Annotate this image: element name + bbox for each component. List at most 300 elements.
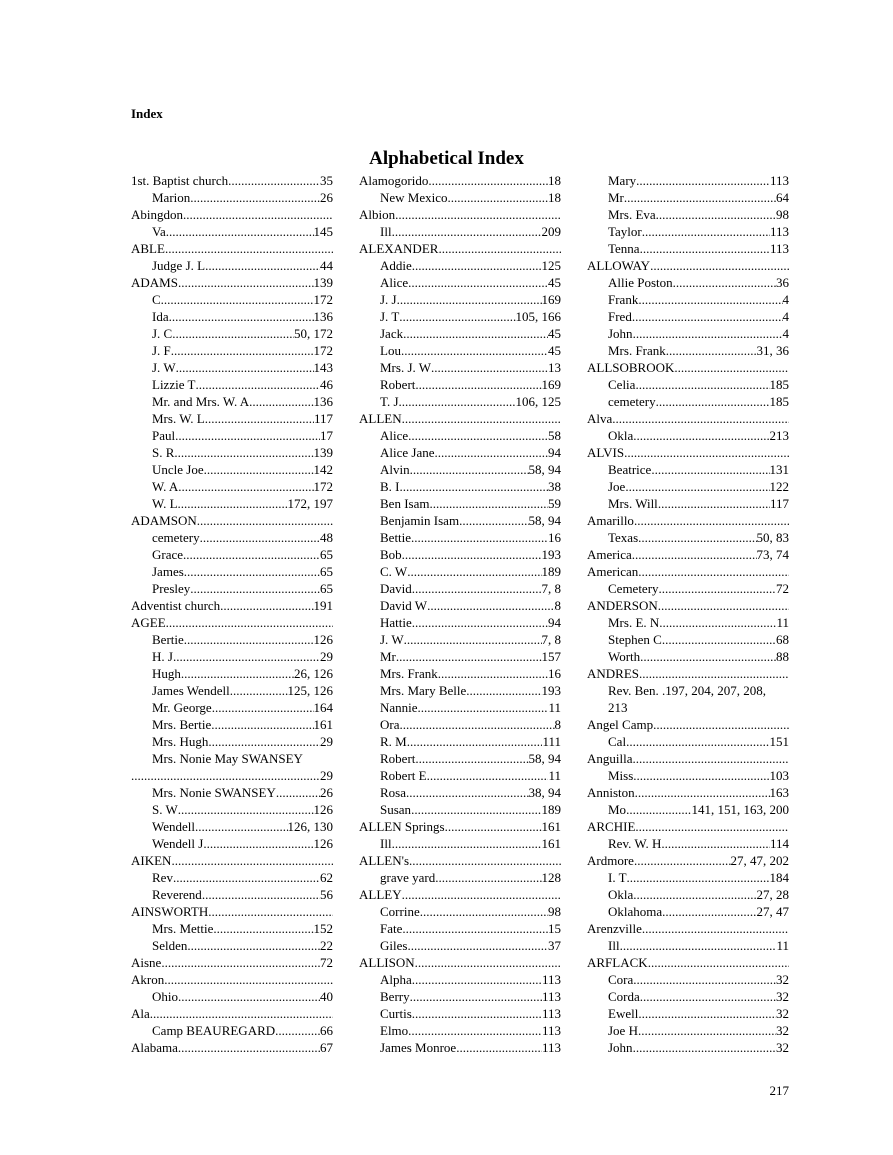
index-entry-term: Ill xyxy=(380,836,392,851)
dot-leader xyxy=(408,1022,542,1039)
dot-leader xyxy=(164,971,333,988)
index-entry-pages: 163 xyxy=(769,785,789,800)
index-entry-term: Mrs. Will xyxy=(608,496,658,511)
index-entry-pages: 46 xyxy=(320,377,333,392)
index-entry-pages: 11 xyxy=(776,938,789,953)
index-entry xyxy=(587,546,789,563)
dot-leader xyxy=(213,920,313,937)
dot-leader xyxy=(626,801,691,818)
index-entry-pages: 161 xyxy=(313,717,333,732)
index-entry-term: Camp BEAUREGARD xyxy=(152,1023,276,1038)
index-entry xyxy=(131,920,333,937)
index-entry-term: Mrs. Eva xyxy=(608,207,656,222)
index-entry-term: Robert E xyxy=(380,768,427,783)
dot-leader xyxy=(131,767,320,784)
index-entry xyxy=(131,206,333,223)
index-entry-pages: 72 xyxy=(320,955,333,970)
index-entry xyxy=(359,580,561,597)
index-entry xyxy=(359,886,561,903)
index-entry-term: Worth xyxy=(608,649,641,664)
index-entry-pages: 8 xyxy=(554,598,561,613)
index-entry xyxy=(359,1022,561,1039)
dot-leader xyxy=(397,291,542,308)
index-entry-term: Alvin xyxy=(380,462,410,477)
index-entry-term: America xyxy=(587,547,632,562)
index-entry xyxy=(587,223,789,240)
index-entry-term: Ala xyxy=(131,1006,150,1021)
index-entry-term: Mr. George xyxy=(152,700,212,715)
index-entry xyxy=(131,495,333,512)
dot-leader xyxy=(178,495,288,512)
index-entry-pages: 136 xyxy=(313,309,333,324)
index-entry xyxy=(131,954,333,971)
dot-leader xyxy=(175,427,320,444)
dot-leader xyxy=(404,631,542,648)
index-entry xyxy=(131,257,333,274)
index-entry-term: Hattie xyxy=(380,615,412,630)
index-entry-pages: 169 xyxy=(541,292,561,307)
index-entry-term: Mrs. Frank xyxy=(608,343,666,358)
index-entry xyxy=(131,716,333,733)
index-entry xyxy=(359,903,561,920)
dot-leader xyxy=(624,189,776,206)
index-entry xyxy=(587,699,789,716)
index-entry xyxy=(359,376,561,393)
dot-leader xyxy=(612,410,789,427)
index-entry-pages: 15 xyxy=(548,921,561,936)
index-entry xyxy=(587,920,789,937)
index-entry xyxy=(587,631,789,648)
index-entry-term: Elmo xyxy=(380,1023,409,1038)
dot-leader xyxy=(396,648,542,665)
dot-leader xyxy=(399,308,515,325)
index-entry-pages: 45 xyxy=(548,326,561,341)
index-entry xyxy=(359,359,561,376)
index-entry-pages: 66 xyxy=(320,1023,333,1038)
index-entry xyxy=(587,801,789,818)
index-entry-term: Fate xyxy=(380,921,403,936)
dot-leader xyxy=(197,512,333,529)
index-entry-pages: 7, 8 xyxy=(541,632,561,647)
index-entry-pages: 40 xyxy=(320,989,333,1004)
index-entry xyxy=(587,172,789,189)
index-entry xyxy=(131,512,333,529)
dot-leader xyxy=(208,733,320,750)
index-entry-term: Frank xyxy=(608,292,639,307)
index-entry xyxy=(359,920,561,937)
index-entry-pages: 125 xyxy=(541,258,561,273)
index-entry-pages: 45 xyxy=(548,275,561,290)
index-entry-term: ALLISON xyxy=(359,955,415,970)
index-entry-term: Miss xyxy=(608,768,634,783)
index-entry xyxy=(587,478,789,495)
index-entry xyxy=(359,784,561,801)
index-entry-pages: 13 xyxy=(548,360,561,375)
index-entry xyxy=(587,308,789,325)
index-entry-pages: 27, 28 xyxy=(756,887,789,902)
index-entry-term: Bertie xyxy=(152,632,184,647)
index-entry xyxy=(587,614,789,631)
dot-leader xyxy=(635,784,770,801)
index-entry xyxy=(359,240,561,257)
dot-leader xyxy=(178,801,314,818)
dot-leader xyxy=(633,767,769,784)
index-entry xyxy=(359,1005,561,1022)
index-entry xyxy=(131,274,333,291)
index-entry-term: Hugh xyxy=(152,666,181,681)
index-entry xyxy=(359,291,561,308)
dot-leader xyxy=(625,478,769,495)
dot-leader xyxy=(427,767,549,784)
index-entry xyxy=(587,274,789,291)
index-entry xyxy=(587,937,789,954)
dot-leader xyxy=(161,954,320,971)
index-entry-pages: 65 xyxy=(320,564,333,579)
dot-leader xyxy=(445,818,542,835)
index-entry xyxy=(359,478,561,495)
dot-leader xyxy=(429,495,548,512)
dot-leader xyxy=(173,648,320,665)
index-entry-term: Stephen C xyxy=(608,632,662,647)
index-entry-pages: 113 xyxy=(769,224,789,239)
index-entry-pages: 113 xyxy=(541,972,561,987)
dot-leader xyxy=(662,903,756,920)
index-entry xyxy=(131,325,333,342)
index-entry-term: W. A xyxy=(152,479,179,494)
index-entry-term: Albion xyxy=(359,207,396,222)
dot-leader xyxy=(656,393,770,410)
index-entry xyxy=(359,172,561,189)
index-entry xyxy=(359,512,561,529)
index-entry xyxy=(131,410,333,427)
index-entry-term: AGEE xyxy=(131,615,166,630)
dot-leader xyxy=(634,852,731,869)
index-entry xyxy=(131,478,333,495)
index-entry-pages: 65 xyxy=(320,581,333,596)
index-entry-term: Lizzie T xyxy=(152,377,196,392)
index-entry-term: Alice xyxy=(380,428,409,443)
index-entry-pages: 126, 130 xyxy=(287,819,333,834)
index-entry xyxy=(359,308,561,325)
dot-leader xyxy=(661,835,770,852)
index-entry-term: 1st. Baptist church xyxy=(131,173,229,188)
index-entry-pages: 117 xyxy=(769,496,789,511)
index-entry-pages: 11 xyxy=(548,768,561,783)
index-entry-term: Bettie xyxy=(380,530,412,545)
dot-leader xyxy=(638,563,789,580)
dot-leader xyxy=(407,733,543,750)
dot-leader xyxy=(402,410,561,427)
index-entry xyxy=(131,427,333,444)
index-entry xyxy=(131,393,333,410)
dot-leader xyxy=(408,274,548,291)
dot-leader xyxy=(658,495,770,512)
index-entry-pages: 142 xyxy=(313,462,333,477)
index-entry-pages: 16 xyxy=(548,530,561,545)
index-entry-pages: 172 xyxy=(313,343,333,358)
index-entry xyxy=(359,325,561,342)
dot-leader xyxy=(402,920,548,937)
index-entry-term: Lou xyxy=(380,343,401,358)
dot-leader xyxy=(183,546,320,563)
dot-leader xyxy=(195,818,288,835)
index-entry xyxy=(587,206,789,223)
index-entry-pages: 64 xyxy=(776,190,789,205)
index-entry-pages: 32 xyxy=(776,1006,789,1021)
index-entry xyxy=(587,682,789,699)
index-entry-pages: 209 xyxy=(541,224,561,239)
index-entry-term: Mr. and Mrs. W. A xyxy=(152,394,250,409)
index-entry-pages: 143 xyxy=(313,360,333,375)
index-entry-pages: 98 xyxy=(776,207,789,222)
index-entry xyxy=(131,240,333,257)
index-entry xyxy=(359,665,561,682)
index-entry xyxy=(131,733,333,750)
index-entry-pages: 65 xyxy=(320,547,333,562)
dot-leader xyxy=(169,308,314,325)
dot-leader xyxy=(638,529,756,546)
index-entry xyxy=(131,376,333,393)
index-entry-term: cemetery xyxy=(152,530,200,545)
index-entry-pages: 32 xyxy=(776,1023,789,1038)
index-entry xyxy=(359,818,561,835)
index-entry-pages: 172, 197 xyxy=(287,496,333,511)
index-entry-term: Corda xyxy=(608,989,640,1004)
index-entry xyxy=(359,529,561,546)
index-entry-pages: 157 xyxy=(541,649,561,664)
index-entry-term: Rosa xyxy=(380,785,406,800)
index-entry xyxy=(131,665,333,682)
index-entry-term: Corrine xyxy=(380,904,420,919)
dot-leader xyxy=(658,597,789,614)
dot-leader xyxy=(407,563,541,580)
index-entry xyxy=(131,784,333,801)
index-entry-term: Mrs. W. L xyxy=(152,411,205,426)
index-entry xyxy=(131,444,333,461)
index-entry-term: ALLEN Springs xyxy=(359,819,445,834)
index-entry-term: Alpha xyxy=(380,972,412,987)
dot-leader xyxy=(275,1022,320,1039)
index-entry-term: Allie Poston xyxy=(608,275,673,290)
index-column-2 xyxy=(359,172,561,1056)
dot-leader xyxy=(174,444,313,461)
index-entry-term: H. J xyxy=(152,649,173,664)
index-entry xyxy=(587,1022,789,1039)
index-entry-pages: 98 xyxy=(548,904,561,919)
index-entry xyxy=(131,648,333,665)
index-entry-term: T. J xyxy=(380,394,399,409)
index-entry-term: Mr xyxy=(608,190,624,205)
index-entry xyxy=(587,954,789,971)
index-entry-term: Adventist church xyxy=(131,598,221,613)
index-entry xyxy=(587,427,789,444)
index-entry-pages: 169 xyxy=(541,377,561,392)
dot-leader xyxy=(407,937,548,954)
index-entry-term: Alice xyxy=(380,275,409,290)
dot-leader xyxy=(662,631,776,648)
index-entry-pages: 126 xyxy=(313,802,333,817)
dot-leader xyxy=(448,189,548,206)
index-entry-term: Okla xyxy=(608,428,634,443)
dot-leader xyxy=(420,903,548,920)
index-entry-term: Mrs. Mettie xyxy=(152,921,214,936)
dot-leader xyxy=(392,223,542,240)
index-entry xyxy=(359,750,561,767)
index-entry-term: grave yard xyxy=(380,870,436,885)
dot-leader xyxy=(178,274,314,291)
dot-leader xyxy=(195,376,320,393)
dot-leader xyxy=(415,750,528,767)
index-entry-term: Presley xyxy=(152,581,191,596)
index-entry-term: ALLEN's xyxy=(359,853,410,868)
index-entry-term: Ardmore xyxy=(587,853,634,868)
index-entry-term: John xyxy=(608,326,633,341)
index-entry-term: Uncle Joe xyxy=(152,462,204,477)
dot-leader xyxy=(200,529,320,546)
index-entry-term: S. R xyxy=(152,445,175,460)
index-entry xyxy=(587,1039,789,1056)
index-entry xyxy=(131,342,333,359)
dot-leader xyxy=(633,325,783,342)
index-entry-pages: 117 xyxy=(313,411,333,426)
index-entry-term: Bob xyxy=(380,547,402,562)
index-entry-term: David xyxy=(380,581,412,596)
dot-leader xyxy=(634,512,789,529)
index-entry xyxy=(131,597,333,614)
index-entry xyxy=(359,206,561,223)
dot-leader xyxy=(403,325,548,342)
index-entry-pages: 152 xyxy=(313,921,333,936)
index-entry xyxy=(131,1039,333,1056)
index-entry-term: Aisne xyxy=(131,955,162,970)
index-entry xyxy=(587,461,789,478)
index-entry-pages: 7, 8 xyxy=(541,581,561,596)
dot-leader xyxy=(184,563,320,580)
index-entry xyxy=(587,988,789,1005)
dot-leader xyxy=(212,699,314,716)
dot-leader xyxy=(415,954,561,971)
index-entry-term: cemetery xyxy=(608,394,656,409)
index-entry-term: J. T xyxy=(380,309,400,324)
index-entry xyxy=(587,342,789,359)
index-entry-term: Robert xyxy=(380,377,416,392)
index-entry xyxy=(359,767,561,784)
index-entry xyxy=(131,767,333,784)
index-entry-term: Grace xyxy=(152,547,184,562)
index-entry-term: J. W xyxy=(152,360,176,375)
index-entry xyxy=(131,852,333,869)
dot-leader xyxy=(161,291,314,308)
index-entry-term: Ill xyxy=(380,224,392,239)
index-entry xyxy=(587,903,789,920)
page-title: Alphabetical Index xyxy=(369,148,524,169)
index-entry xyxy=(587,750,789,767)
dot-leader xyxy=(640,988,776,1005)
index-entry-pages: 11 xyxy=(776,615,789,630)
index-entry-pages: 11 xyxy=(548,700,561,715)
index-entry xyxy=(587,580,789,597)
index-entry-term: ADAMSON xyxy=(131,513,197,528)
index-entry-pages: 185 xyxy=(769,394,789,409)
index-entry-term: Fred xyxy=(608,309,632,324)
index-entry-pages: 4 xyxy=(782,309,789,324)
index-entry-pages: 18 xyxy=(548,173,561,188)
index-entry-term: Alabama xyxy=(131,1040,178,1055)
index-entry-term: Wendell J xyxy=(152,836,204,851)
index-entry-pages: 27, 47 xyxy=(756,904,789,919)
index-entry-pages: 193 xyxy=(541,683,561,698)
dot-leader xyxy=(276,784,320,801)
index-entry-term: Alva xyxy=(587,411,613,426)
index-entry-pages: 8 xyxy=(554,717,561,732)
index-entry-term: Marion xyxy=(152,190,191,205)
index-entry-term: Giles xyxy=(380,938,408,953)
index-entry xyxy=(359,444,561,461)
index-entry xyxy=(359,274,561,291)
dot-leader xyxy=(187,937,320,954)
index-column-3 xyxy=(587,172,789,1056)
dot-leader xyxy=(402,546,542,563)
index-entry-term: R. M xyxy=(380,734,407,749)
index-entry-pages: 213 xyxy=(769,428,789,443)
dot-leader xyxy=(228,172,320,189)
index-entry-term: Mrs. Nonie May SWANSEY xyxy=(152,751,303,766)
dot-leader xyxy=(166,223,314,240)
index-entry-pages: 111 xyxy=(542,734,561,749)
dot-leader xyxy=(435,444,548,461)
index-entry xyxy=(359,699,561,716)
index-entry xyxy=(131,580,333,597)
dot-leader xyxy=(408,427,548,444)
index-entry-pages: 50, 172 xyxy=(294,326,333,341)
index-entry xyxy=(587,1005,789,1022)
dot-leader xyxy=(412,1005,542,1022)
index-entry xyxy=(359,597,561,614)
index-entry-pages: 58, 94 xyxy=(528,462,561,477)
index-entry-term: Ora xyxy=(380,717,400,732)
index-entry-term: James xyxy=(152,564,184,579)
index-entry xyxy=(131,631,333,648)
dot-leader xyxy=(205,257,320,274)
dot-leader xyxy=(633,750,790,767)
index-entry xyxy=(131,291,333,308)
dot-leader xyxy=(640,240,770,257)
index-entry-term: 213 xyxy=(608,700,628,715)
index-entry-term: Nannie xyxy=(380,700,418,715)
dot-leader xyxy=(656,206,776,223)
index-entry xyxy=(587,733,789,750)
index-entry xyxy=(359,648,561,665)
index-entry-pages: 164 xyxy=(313,700,333,715)
index-entry xyxy=(587,818,789,835)
index-entry xyxy=(359,427,561,444)
index-entry-pages: 4 xyxy=(782,292,789,307)
dot-leader xyxy=(638,1005,776,1022)
index-entry xyxy=(359,937,561,954)
index-entry-term: Benjamin Isam xyxy=(380,513,460,528)
dot-leader xyxy=(178,478,313,495)
index-entry-term: J. W xyxy=(380,632,404,647)
index-entry-term: Cal xyxy=(608,734,627,749)
dot-leader xyxy=(395,206,561,223)
index-entry xyxy=(359,546,561,563)
dot-leader xyxy=(166,614,333,631)
dot-leader xyxy=(208,903,333,920)
index-entry-term: Texas xyxy=(608,530,639,545)
dot-leader xyxy=(411,529,548,546)
index-entry-term: Selden xyxy=(152,938,188,953)
index-entry xyxy=(587,835,789,852)
